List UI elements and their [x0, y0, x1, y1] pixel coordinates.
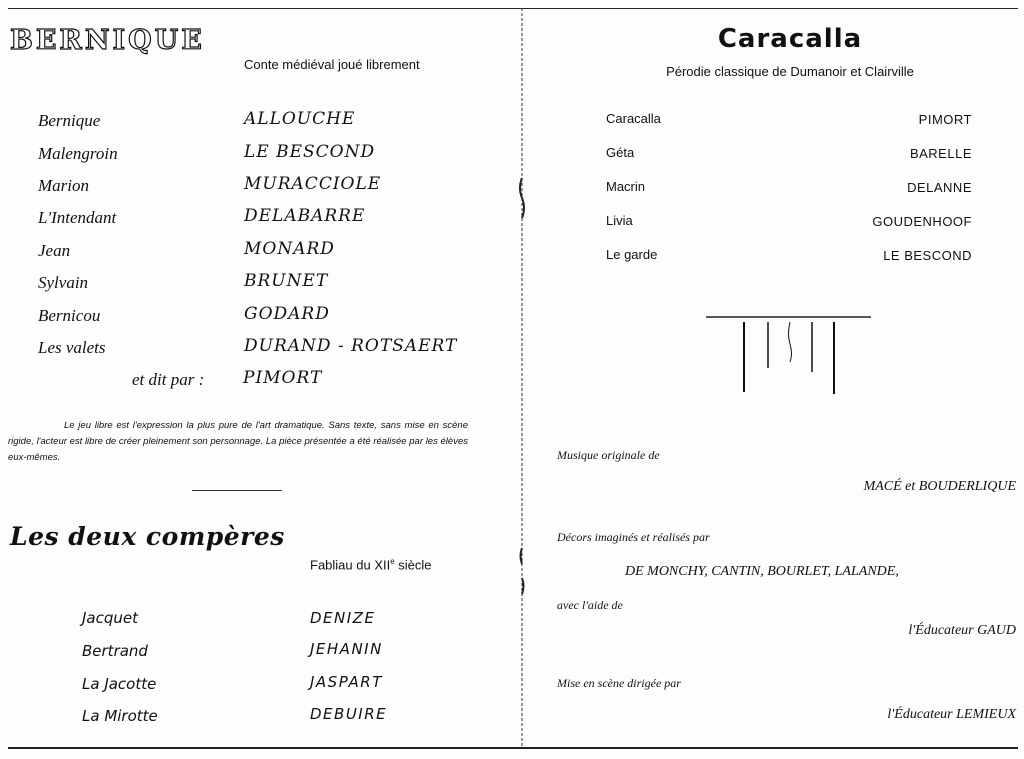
narrator-label: et dit par : — [132, 370, 205, 389]
cast-role: Livia — [606, 213, 633, 228]
help-label: avec l'aide de — [557, 598, 623, 612]
cast-role: Bernique — [38, 111, 101, 130]
decor-label: Décors imaginés et réalisés par — [557, 530, 710, 544]
cast-role: Macrin — [606, 179, 646, 194]
cast-role: Géta — [606, 145, 635, 160]
music-label: Musique originale de — [557, 448, 660, 462]
cast-actor: LE BESCOND — [883, 248, 972, 263]
cast-role: L'Intendant — [38, 208, 117, 227]
top-rule — [8, 8, 1018, 9]
bottom-rule — [8, 747, 1018, 749]
page-fold-line — [518, 8, 526, 748]
bernique-note: Le jeu libre est l'expression la plus pure de l'art dramatique. Sans texte, sans mise en scène rigide, l'acteur est libre de créer pleinement son personnage. La pièce présentée a été réalisée par les élèves eux-mêmes. — [8, 420, 468, 463]
cast-role: Bertrand — [82, 642, 148, 660]
cast-actor: ALLOUCHE — [244, 109, 356, 129]
cast-role: Marion — [38, 176, 89, 195]
cast-actor: DEBUIRE — [310, 705, 388, 723]
cast-actor: GOUDENHOOF — [872, 214, 972, 229]
cast-role: Malengroin — [38, 144, 118, 163]
cast-actor: MONARD — [244, 239, 335, 259]
caracalla-subtitle: Pérodie classique de Dumanoir et Clairville — [666, 64, 914, 79]
decor-value: DE MONCHY, CANTIN, BOURLET, LALANDE, — [625, 564, 899, 579]
cast-actor: DENIZE — [310, 609, 376, 627]
cast-actor: BARELLE — [909, 146, 972, 161]
cast-actor: GODARD — [244, 304, 330, 324]
help-value: l'Éducateur GAUD — [908, 623, 1016, 638]
cast-role: Caracalla — [606, 111, 661, 126]
cast-role: Le garde — [606, 247, 658, 262]
bernique-subtitle: Conte médiéval joué librement — [244, 57, 420, 72]
cast-role: La Jacotte — [82, 675, 157, 693]
columns-ornament — [706, 316, 871, 396]
staging-label: Mise en scène dirigée par — [557, 676, 681, 690]
music-value: MACÉ et BOUDERLIQUE — [863, 479, 1016, 494]
cast-role: Bernicou — [38, 306, 101, 325]
cast-role: Jean — [38, 241, 71, 260]
caracalla-title: Caracalla — [717, 24, 863, 54]
comperes-title: Les deux compères — [10, 522, 285, 551]
cast-actor: PIMORT — [918, 112, 972, 127]
cast-actor: DELABARRE — [244, 206, 366, 226]
cast-actor: JEHANIN — [310, 640, 383, 658]
staging-value: l'Éducateur LEMIEUX — [887, 707, 1016, 722]
cast-role: Jacquet — [82, 609, 139, 627]
narrator-name: PIMORT — [243, 368, 323, 388]
cast-role: Sylvain — [38, 273, 89, 292]
cast-role: Les valets — [38, 338, 106, 357]
section-divider — [192, 490, 282, 491]
cast-actor: LE BESCOND — [244, 142, 376, 162]
cast-actor: MURACCIOLE — [244, 174, 382, 194]
cast-role: La Mirotte — [82, 707, 158, 725]
cast-actor: DELANNE — [907, 180, 972, 195]
cast-actor: JASPART — [310, 673, 383, 691]
bernique-title: BERNIQUE — [10, 25, 205, 56]
cast-actor: BRUNET — [244, 271, 329, 291]
comperes-subtitle: Fabliau du XIIe siècle — [310, 557, 432, 573]
cast-actor: DURAND - ROTSAERT — [244, 336, 458, 356]
